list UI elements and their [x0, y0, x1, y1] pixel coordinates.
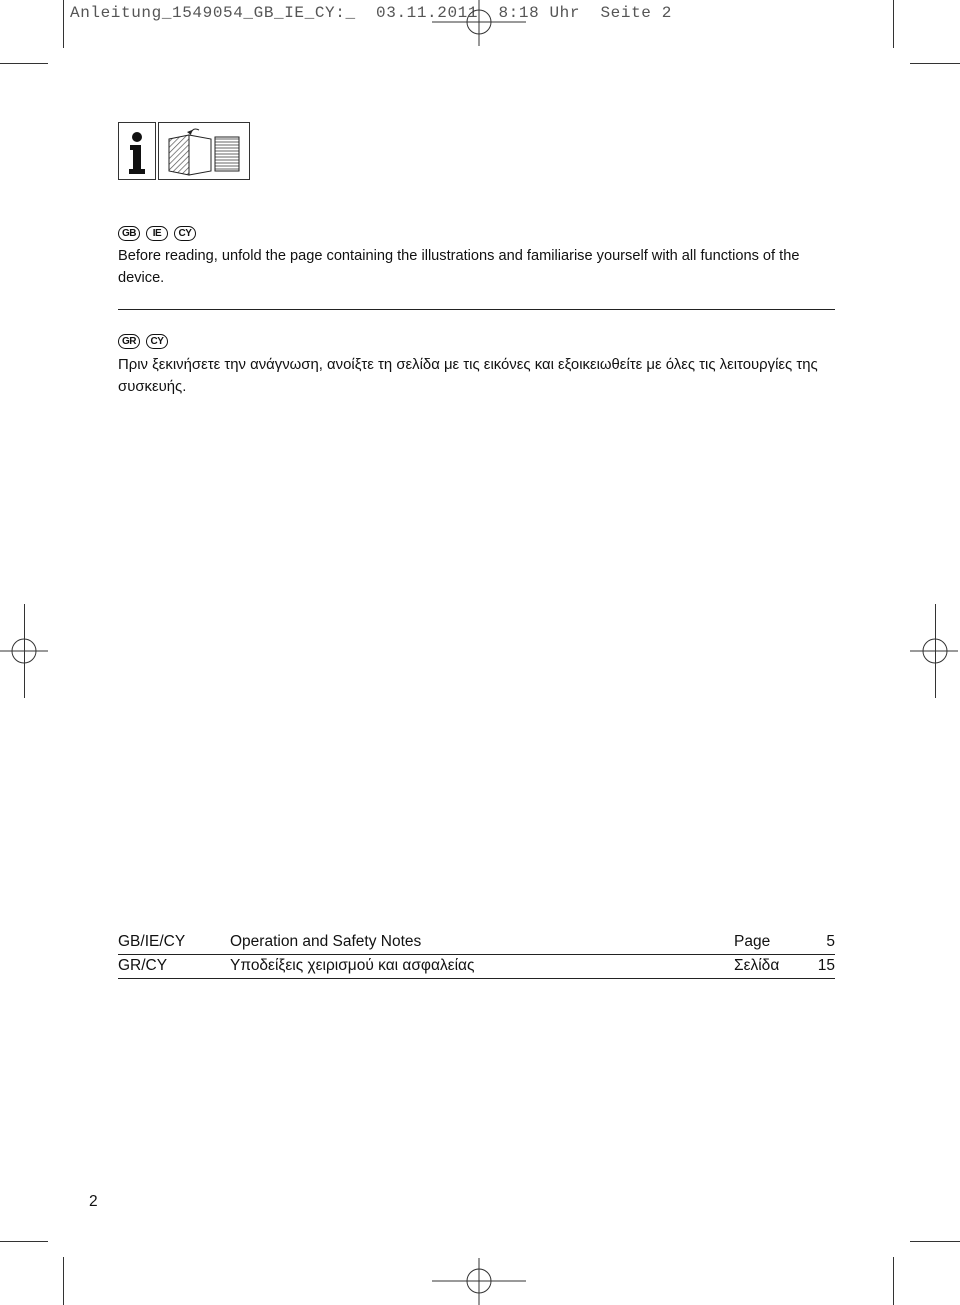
toc-page-number: 5 [826, 933, 835, 950]
toc-language-code: GR/CY [118, 957, 168, 974]
intro-text-en: Before reading, unfold the page containing the illustrations and familiarise yourself with all functions of the device. [118, 248, 800, 286]
country-badge: CY [174, 226, 196, 241]
toc-page-label: Σελίδα [734, 957, 780, 974]
section-divider [118, 309, 835, 310]
country-badge: CY [146, 334, 168, 349]
toc-page-number: 15 [817, 957, 835, 974]
info-icon [119, 123, 155, 179]
intro-text-gr: Πριν ξεκινήσετε την ανάγνωση, ανοίξτε τη σελίδα με τις εικόνες και εξοικειωθείτε με όλες τις λειτουργίες της συσκευής. [118, 357, 818, 395]
fold-out-icon-box [158, 122, 250, 180]
toc-row[interactable] [118, 930, 835, 955]
toc-page-label: Page [734, 933, 771, 950]
country-flags-gr [118, 334, 168, 349]
toc-title: Operation and Safety Notes [230, 933, 422, 950]
country-flags-en [118, 226, 196, 241]
country-badge: GB [118, 226, 140, 241]
print-slug: Anleitung_1549054_GB_IE_CY:_ 03.11.2011 8:18 Uhr Seite 2 [70, 4, 672, 22]
country-badge: IE [146, 226, 168, 241]
toc-language-code: GB/IE/CY [118, 933, 186, 950]
info-icon-box [118, 122, 156, 180]
fold-out-page-icon [159, 123, 249, 179]
toc-title: Υποδείξεις χειρισμού και ασφαλείας [230, 957, 475, 974]
country-badge: GR [118, 334, 140, 349]
page-number: 2 [89, 1193, 98, 1210]
toc-row[interactable] [118, 954, 835, 979]
